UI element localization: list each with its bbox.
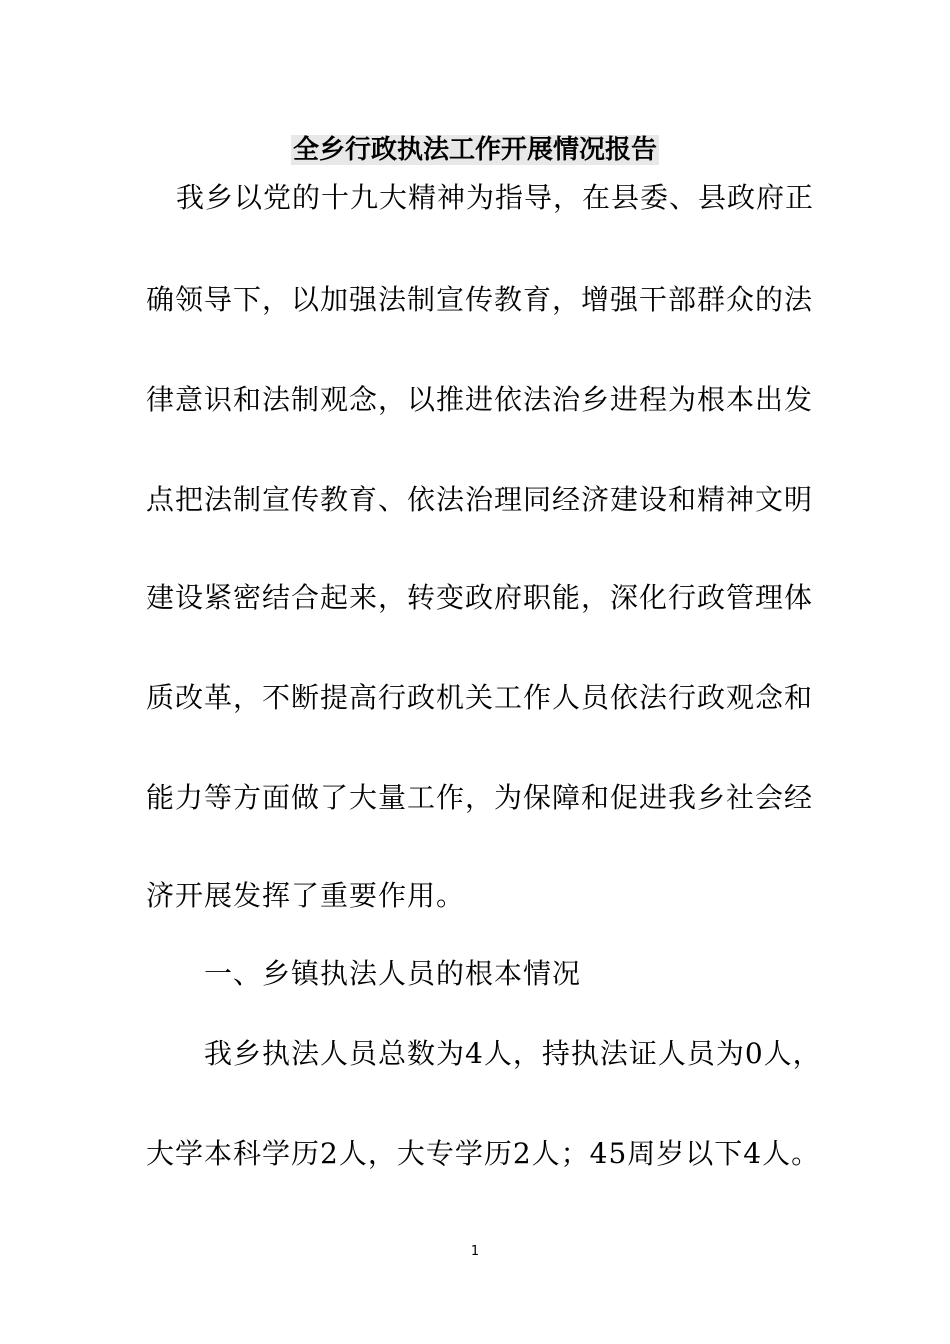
- section-heading-1: 一、乡镇执法人员的根本情况: [204, 957, 582, 990]
- paragraph-line-7: 能力等方面做了大量工作，为保障和促进我乡社会经: [146, 781, 814, 814]
- document-title-text: 全乡行政执法工作开展情况报告: [292, 135, 657, 165]
- paragraph-line-6: 质改革，不断提高行政机关工作人员依法行政观念和: [146, 681, 814, 714]
- document-title: [0, 131, 950, 169]
- page-number: 1: [470, 1244, 480, 1259]
- paragraph-line-2: 确领导下，以加强法制宣传教育，增强干部群众的法: [146, 283, 814, 316]
- paragraph-line-4: 点把法制宣传教育、依法治理同经济建设和精神文明: [146, 483, 814, 516]
- paragraph-line-10: 大学本科学历2人，大专学历2人；45周岁以下4人。: [146, 1137, 821, 1170]
- paragraph-line-9: 我乡执法人员总数为4人，持执法证人员为0人，: [204, 1037, 822, 1070]
- paragraph-line-3: 律意识和法制观念，以推进依法治乡进程为根本出发: [146, 383, 814, 416]
- paragraph-line-8: 济开展发挥了重要作用。: [146, 879, 466, 912]
- paragraph-line-5: 建设紧密结合起来，转变政府职能，深化行政管理体: [146, 581, 814, 614]
- paragraph-line-1: 我乡以党的十九大精神为指导，在县委、县政府正: [176, 181, 815, 214]
